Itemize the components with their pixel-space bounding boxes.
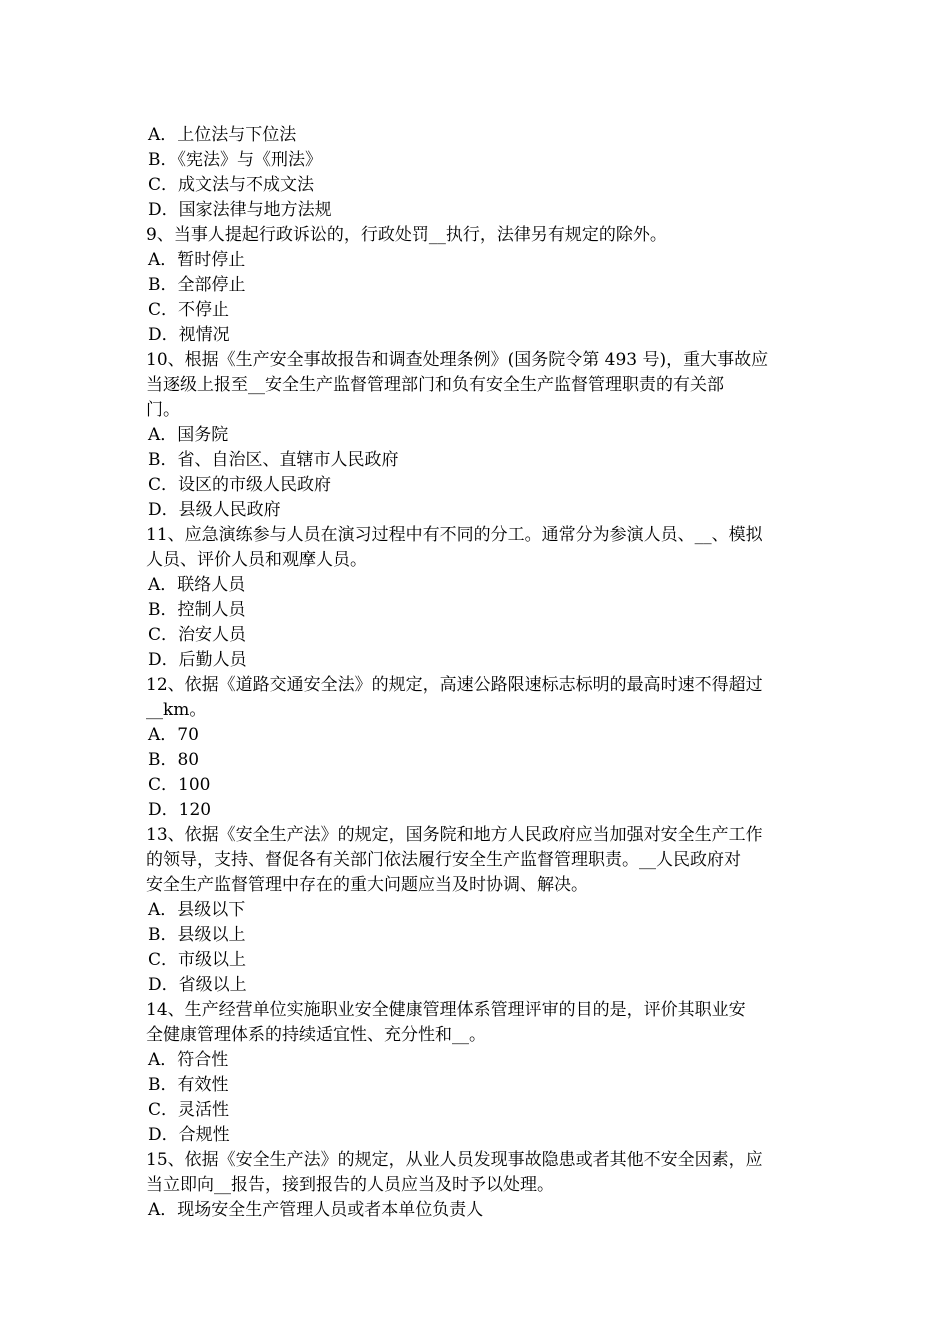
answer-option-line: A．现场安全生产管理人员或者本单位负责人	[148, 1200, 484, 1220]
question-text-line: 当立即向__报告，接到报告的人员应当及时予以处理。	[146, 1175, 554, 1195]
question-text-line: 人员、评价人员和观摩人员。	[146, 550, 367, 570]
answer-option-line: D．省级以上	[148, 975, 247, 995]
answer-option-line: B．县级以上	[148, 925, 246, 945]
question-text-line: 门。	[146, 400, 180, 420]
answer-option-line: A．县级以下	[148, 900, 246, 920]
question-text-line: 15、依据《安全生产法》的规定，从业人员发现事故隐患或者其他不安全因素，应	[146, 1150, 763, 1170]
question-text-line: 当逐级上报至__安全生产监督管理部门和负有安全生产监督管理职责的有关部	[146, 375, 724, 395]
answer-option-line: D．县级人民政府	[148, 500, 281, 520]
answer-option-line: C．100	[148, 775, 211, 795]
answer-option-line: D．120	[148, 800, 212, 820]
document-page	[146, 123, 818, 1223]
answer-option-line: A．70	[148, 725, 199, 745]
answer-option-line: D．合规性	[148, 1125, 230, 1145]
answer-option-line: B．省、自治区、直辖市人民政府	[148, 450, 399, 470]
answer-option-line: C．设区的市级人民政府	[148, 475, 332, 495]
question-text-line: 14、生产经营单位实施职业安全健康管理体系管理评审的目的是，评价其职业安	[146, 1000, 746, 1020]
answer-option-line: B．全部停止	[148, 275, 246, 295]
document-body	[146, 123, 818, 1223]
answer-option-line: D．国家法律与地方法规	[148, 200, 332, 220]
answer-option-line: C．灵活性	[148, 1100, 230, 1120]
answer-option-line: D．后勤人员	[148, 650, 247, 670]
question-text-line: 13、依据《安全生产法》的规定，国务院和地方人民政府应当加强对安全生产工作	[146, 825, 763, 845]
answer-option-line: C．不停止	[148, 300, 230, 320]
answer-option-line: C．治安人员	[148, 625, 247, 645]
answer-option-line: A．联络人员	[148, 575, 246, 595]
answer-option-line: D．视情况	[148, 325, 230, 345]
question-text-line: 安全生产监督管理中存在的重大问题应当及时协调、解决。	[146, 875, 588, 895]
answer-option-line: A．暂时停止	[148, 250, 246, 270]
question-text-line: 12、依据《道路交通安全法》的规定，高速公路限速标志标明的最高时速不得超过	[146, 675, 763, 695]
question-text-line: 11、应急演练参与人员在演习过程中有不同的分工。通常分为参演人员、__、模拟	[146, 525, 763, 545]
answer-option-line: A．符合性	[148, 1050, 229, 1070]
answer-option-line: B．《宪法》与《刑法》	[148, 150, 322, 170]
question-text-line: __km。	[146, 700, 207, 720]
answer-option-line: B．有效性	[148, 1075, 229, 1095]
question-text-line: 9、当事人提起行政诉讼的，行政处罚__执行，法律另有规定的除外。	[146, 225, 667, 245]
answer-option-line: A．国务院	[148, 425, 229, 445]
question-text-line: 的领导，支持、督促各有关部门依法履行安全生产监督管理职责。__人民政府对	[146, 850, 741, 870]
answer-option-line: C．市级以上	[148, 950, 247, 970]
answer-option-line: C．成文法与不成文法	[148, 175, 315, 195]
answer-option-line: B．控制人员	[148, 600, 246, 620]
question-text-line: 10、根据《生产安全事故报告和调查处理条例》(国务院令第 493 号)，重大事故应	[146, 350, 769, 370]
question-text-line: 全健康管理体系的持续适宜性、充分性和__。	[146, 1025, 486, 1045]
answer-option-line: B．80	[148, 750, 200, 770]
answer-option-line: A．上位法与下位法	[148, 125, 297, 145]
